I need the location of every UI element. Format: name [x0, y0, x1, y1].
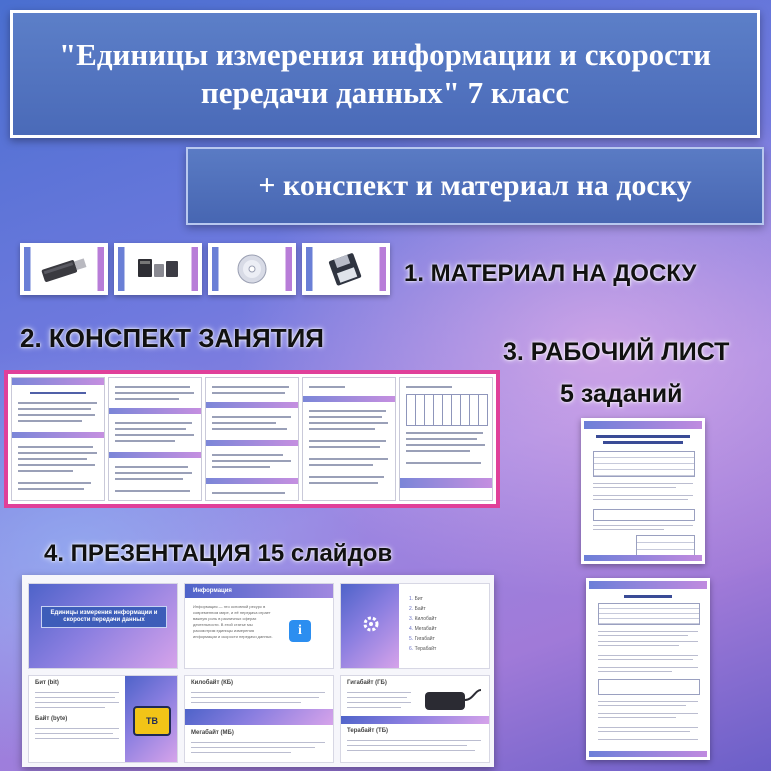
slide-heading-bit: Бит (bit) [35, 680, 59, 686]
presentation-slide-info [184, 583, 334, 669]
slide-heading: Информация [193, 588, 232, 594]
notes-page [399, 377, 493, 501]
units-list-item: 3. Килобайт [409, 616, 437, 622]
presentation-slide-kb-mb [184, 675, 334, 763]
board-thumbnail-memory-cards [114, 243, 202, 295]
section-heading-board-material: 1. МАТЕРИАЛ НА ДОСКУ [404, 260, 697, 287]
notes-page [108, 377, 202, 501]
gear-icon [361, 614, 381, 634]
slide-heading-kb: Килобайт (КБ) [191, 680, 234, 686]
page-subtitle: + конспект и материал на доску [258, 169, 692, 202]
units-list-item: 4. Мегабайт [409, 626, 437, 632]
page-title: "Единицы измерения информации и скорости передачи данных" 7 класс [58, 37, 712, 110]
lesson-notes-preview [4, 370, 500, 508]
slide-body: Информация — это основной ресурс в современном мире, и её передача играет важную роль в различных сферах деятельности. В этой статье мы рассмотрим единицы измерения информации и скорости передачи данных. [193, 604, 273, 639]
slide-heading-tb: Терабайт (ТБ) [347, 728, 389, 734]
board-thumbnail-cd [208, 243, 296, 295]
memory-cards-icon [130, 254, 186, 284]
section-heading-lesson-notes: 2. КОНСПЕКТ ЗАНЯТИЯ [20, 323, 324, 353]
section-heading-worksheet: 3. РАБОЧИЙ ЛИСТ [503, 338, 730, 366]
presentation-preview [22, 575, 494, 767]
floppy-disk-icon [318, 252, 374, 286]
slide-heading-mb: Мегабайт (МБ) [191, 730, 234, 736]
presentation-slide-bit-byte [28, 675, 178, 763]
units-list-item: 5. Гигабайт [409, 636, 435, 642]
notes-page [205, 377, 299, 501]
title-banner [10, 10, 760, 138]
worksheet-preview [581, 418, 705, 564]
board-thumbnail-floppy [302, 243, 390, 295]
units-list-item: 6. Терабайт [409, 646, 437, 652]
section-heading-presentation: 4. ПРЕЗЕНТАЦИЯ 15 слайдов [44, 540, 393, 567]
board-thumbnail-usb [20, 243, 108, 295]
external-hard-drive-icon [421, 684, 483, 716]
terabyte-badge-icon [133, 706, 171, 736]
presentation-slide-gb-tb [340, 675, 490, 763]
notes-page [11, 377, 105, 501]
worksheet-answers-preview [586, 578, 710, 760]
section-heading-worksheet-tasks: 5 заданий [560, 380, 683, 408]
slide-title-text: Единицы измерения информации и скорости передачи данных [41, 606, 167, 628]
usb-flash-drive-icon [36, 254, 92, 284]
badge-text: TB [146, 716, 158, 726]
compact-disc-icon [224, 252, 280, 286]
slide-heading-gb: Гигабайт (ГБ) [347, 680, 387, 686]
info-icon: i [289, 620, 311, 642]
notes-page [302, 377, 396, 501]
presentation-slide-units [340, 583, 490, 669]
units-list-item: 1. Бит [409, 596, 423, 602]
slide-heading-byte: Байт (byte) [35, 716, 68, 722]
presentation-slide-title [28, 583, 178, 669]
subtitle-banner [186, 147, 764, 225]
units-list [409, 594, 437, 654]
units-list-item: 2. Байт [409, 606, 426, 612]
